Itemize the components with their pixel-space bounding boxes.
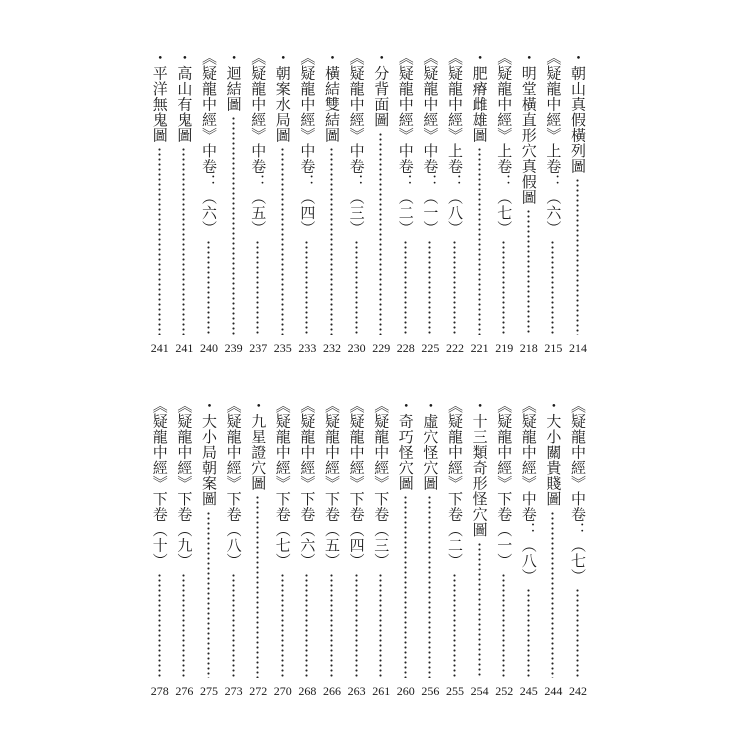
toc-entry-title: ・朝案水局圖 [273, 50, 292, 143]
toc-entry-page-number: 239 [224, 341, 243, 355]
toc-entry-page-number: 270 [273, 684, 292, 698]
toc-entry[interactable] [246, 50, 270, 370]
toc-entry-title: 《疑龍中經》下卷（六） [298, 398, 317, 569]
toc-entry[interactable] [541, 50, 565, 370]
dot-leader [527, 209, 530, 335]
toc-entry-page-number: 221 [470, 341, 489, 355]
toc-entry-title: 《疑龍中經》上卷：（八） [446, 50, 464, 236]
dot-leader [428, 495, 431, 678]
toc-entry-page-number: 272 [249, 684, 268, 698]
toc-entry-page-number: 228 [396, 341, 415, 355]
toc-entry-page-number: 254 [470, 684, 489, 698]
toc-entry[interactable] [172, 398, 196, 708]
toc-entry-title: ・大小關貴賤圖 [544, 398, 563, 507]
toc-entry-page-number: 232 [323, 341, 341, 355]
toc-entry[interactable] [320, 50, 344, 370]
toc-entry-page-number: 275 [200, 684, 218, 698]
toc-entry-page-number: 263 [347, 684, 366, 698]
toc-entry[interactable] [468, 398, 492, 708]
dot-leader [158, 573, 161, 678]
toc-entry-page-number: 261 [372, 684, 391, 698]
toc-entry-title: 《疑龍中經》上卷：（七） [495, 50, 514, 236]
toc-entry[interactable] [369, 398, 393, 708]
toc-entry[interactable] [197, 50, 221, 370]
toc-entry[interactable] [246, 398, 270, 708]
toc-entry-page-number: 222 [446, 341, 464, 355]
toc-entry-title: 《疑龍中經》上卷：（六） [544, 50, 563, 236]
toc-entry-title: 《疑龍中經》下卷（十） [150, 398, 169, 569]
dot-leader [453, 240, 456, 335]
dot-leader [355, 573, 358, 678]
dot-leader [428, 240, 431, 335]
toc-entry-title: 《疑龍中經》中卷：（四） [298, 50, 317, 236]
dot-leader [404, 495, 407, 678]
toc-entry-title: 《疑龍中經》中卷：（三） [347, 50, 366, 236]
dot-leader [576, 178, 579, 335]
toc-entry-page-number: 230 [347, 341, 366, 355]
toc-entry-title: 《疑龍中經》中卷：（七） [569, 398, 587, 584]
toc-entry-page-number: 241 [150, 341, 169, 355]
toc-entry-title: ・奇巧怪穴圖 [396, 398, 415, 491]
toc-entry[interactable] [271, 50, 295, 370]
dot-leader [330, 573, 333, 678]
toc-entry[interactable] [345, 398, 369, 708]
toc-entry-page-number: 268 [298, 684, 317, 698]
toc-entry-title: 《疑龍中經》中卷：（六） [200, 50, 218, 236]
toc-entry-title: ・迴結圖 [224, 50, 243, 112]
toc-entry-title: ・平洋無鬼圖 [150, 50, 169, 143]
toc-entry-title: ・九星證穴圖 [249, 398, 268, 491]
toc-entry-title: 《疑龍中經》中卷：（五） [249, 50, 268, 236]
toc-entry[interactable] [394, 398, 418, 708]
dot-leader [330, 147, 333, 335]
dot-leader [379, 132, 382, 335]
toc-entry-page-number: 242 [569, 684, 587, 698]
toc-entry[interactable] [148, 398, 172, 708]
dot-leader [355, 240, 358, 335]
toc-entry-title: 《疑龍中經》下卷（一） [495, 398, 514, 569]
toc-entry-title: 《疑龍中經》下卷（五） [323, 398, 341, 569]
toc-entry-page-number: 252 [495, 684, 514, 698]
toc-entry-title: ・虛穴怪穴圖 [421, 398, 440, 491]
toc-entry-page-number: 233 [298, 341, 317, 355]
dot-leader [281, 573, 284, 678]
toc-entry-page-number: 273 [224, 684, 243, 698]
dot-leader [527, 588, 530, 678]
toc-entry-title: ・肥瘠雌雄圖 [470, 50, 489, 143]
toc-entry-page-number: 244 [544, 684, 563, 698]
dot-leader [256, 240, 259, 335]
dot-leader [182, 573, 185, 678]
toc-entry[interactable] [566, 50, 590, 370]
toc-entry-page-number: 241 [175, 341, 194, 355]
dot-leader [232, 116, 235, 335]
dot-leader [478, 542, 481, 678]
dot-leader [207, 511, 210, 678]
toc-entry-title: ・朝山真假橫列圖 [569, 50, 587, 174]
toc-entry[interactable] [418, 398, 442, 708]
toc-entry-page-number: 235 [273, 341, 292, 355]
dot-leader [551, 511, 554, 678]
toc-entry-title: ・大小局朝案圖 [200, 398, 218, 507]
toc-entry-page-number: 255 [446, 684, 464, 698]
toc-entry-title: 《疑龍中經》中卷：（一） [421, 50, 440, 236]
toc-entry[interactable] [443, 50, 467, 370]
toc-entry[interactable] [418, 50, 442, 370]
toc-entry-title: 《疑龍中經》下卷（四） [347, 398, 366, 569]
toc-entry[interactable] [320, 398, 344, 708]
toc-entry[interactable] [345, 50, 369, 370]
toc-entry-page-number: 266 [323, 684, 341, 698]
toc-entry[interactable] [148, 50, 172, 370]
toc-entry-page-number: 278 [150, 684, 169, 698]
toc-entry[interactable] [443, 398, 467, 708]
toc-entry-page-number: 260 [396, 684, 415, 698]
toc-entry[interactable] [492, 50, 516, 370]
toc-entry-title: 《疑龍中經》中卷：（二） [396, 50, 415, 236]
toc-entry-title: ・橫結雙結圖 [323, 50, 341, 143]
toc-entry[interactable] [492, 398, 516, 708]
dot-leader [207, 240, 210, 335]
dot-leader [232, 573, 235, 678]
toc-entry-title: 《疑龍中經》下卷（二） [446, 398, 464, 569]
toc-entry-title: 《疑龍中經》下卷（三） [372, 398, 391, 569]
dot-leader [502, 573, 505, 678]
dot-leader [305, 240, 308, 335]
dot-leader [404, 240, 407, 335]
toc-entry-page-number: 237 [249, 341, 268, 355]
toc-entry-page-number: 219 [495, 341, 514, 355]
dot-leader [576, 588, 579, 678]
toc-entry-title: ・明堂橫直形穴真假圖 [519, 50, 538, 205]
dot-leader [256, 495, 259, 678]
toc-entry[interactable] [222, 50, 246, 370]
toc-entry-page-number: 229 [372, 341, 391, 355]
toc-entry-page-number: 215 [544, 341, 563, 355]
toc-entry-page-number: 240 [200, 341, 218, 355]
toc-lower-block [0, 398, 750, 708]
dot-leader [502, 240, 505, 335]
toc-entry-title: ・十三類奇形怪穴圖 [470, 398, 489, 538]
dot-leader [158, 147, 161, 335]
toc-entry-title: ・分背面圖 [372, 50, 391, 128]
toc-entry-page-number: 225 [421, 341, 440, 355]
toc-entry[interactable] [271, 398, 295, 708]
toc-entry[interactable] [172, 50, 196, 370]
toc-entry-title: ・高山有鬼圖 [175, 50, 194, 143]
toc-entry-page-number: 256 [421, 684, 440, 698]
dot-leader [182, 147, 185, 335]
toc-entry[interactable] [517, 50, 541, 370]
toc-entry[interactable] [517, 398, 541, 708]
dot-leader [305, 573, 308, 678]
toc-upper-block [0, 50, 750, 370]
dot-leader [281, 147, 284, 335]
toc-entry-page-number: 245 [519, 684, 538, 698]
toc-entry-page-number: 218 [519, 341, 538, 355]
toc-entry[interactable] [541, 398, 565, 708]
toc-entry-title: 《疑龍中經》下卷（八） [224, 398, 243, 569]
dot-leader [453, 573, 456, 678]
toc-entry[interactable] [468, 50, 492, 370]
toc-entry[interactable] [369, 50, 393, 370]
dot-leader [379, 573, 382, 678]
toc-entry-title: 《疑龍中經》下卷（七） [273, 398, 292, 569]
toc-entry-title: 《疑龍中經》中卷：（八） [519, 398, 538, 584]
toc-entry-page-number: 214 [569, 341, 587, 355]
toc-entry[interactable] [197, 398, 221, 708]
dot-leader [551, 240, 554, 335]
toc-entry-page-number: 276 [175, 684, 194, 698]
toc-entry-title: 《疑龍中經》下卷（九） [175, 398, 194, 569]
toc-entry[interactable] [222, 398, 246, 708]
toc-entry[interactable] [295, 398, 319, 708]
dot-leader [478, 147, 481, 335]
toc-entry[interactable] [566, 398, 590, 708]
toc-entry[interactable] [394, 50, 418, 370]
toc-entry[interactable] [295, 50, 319, 370]
